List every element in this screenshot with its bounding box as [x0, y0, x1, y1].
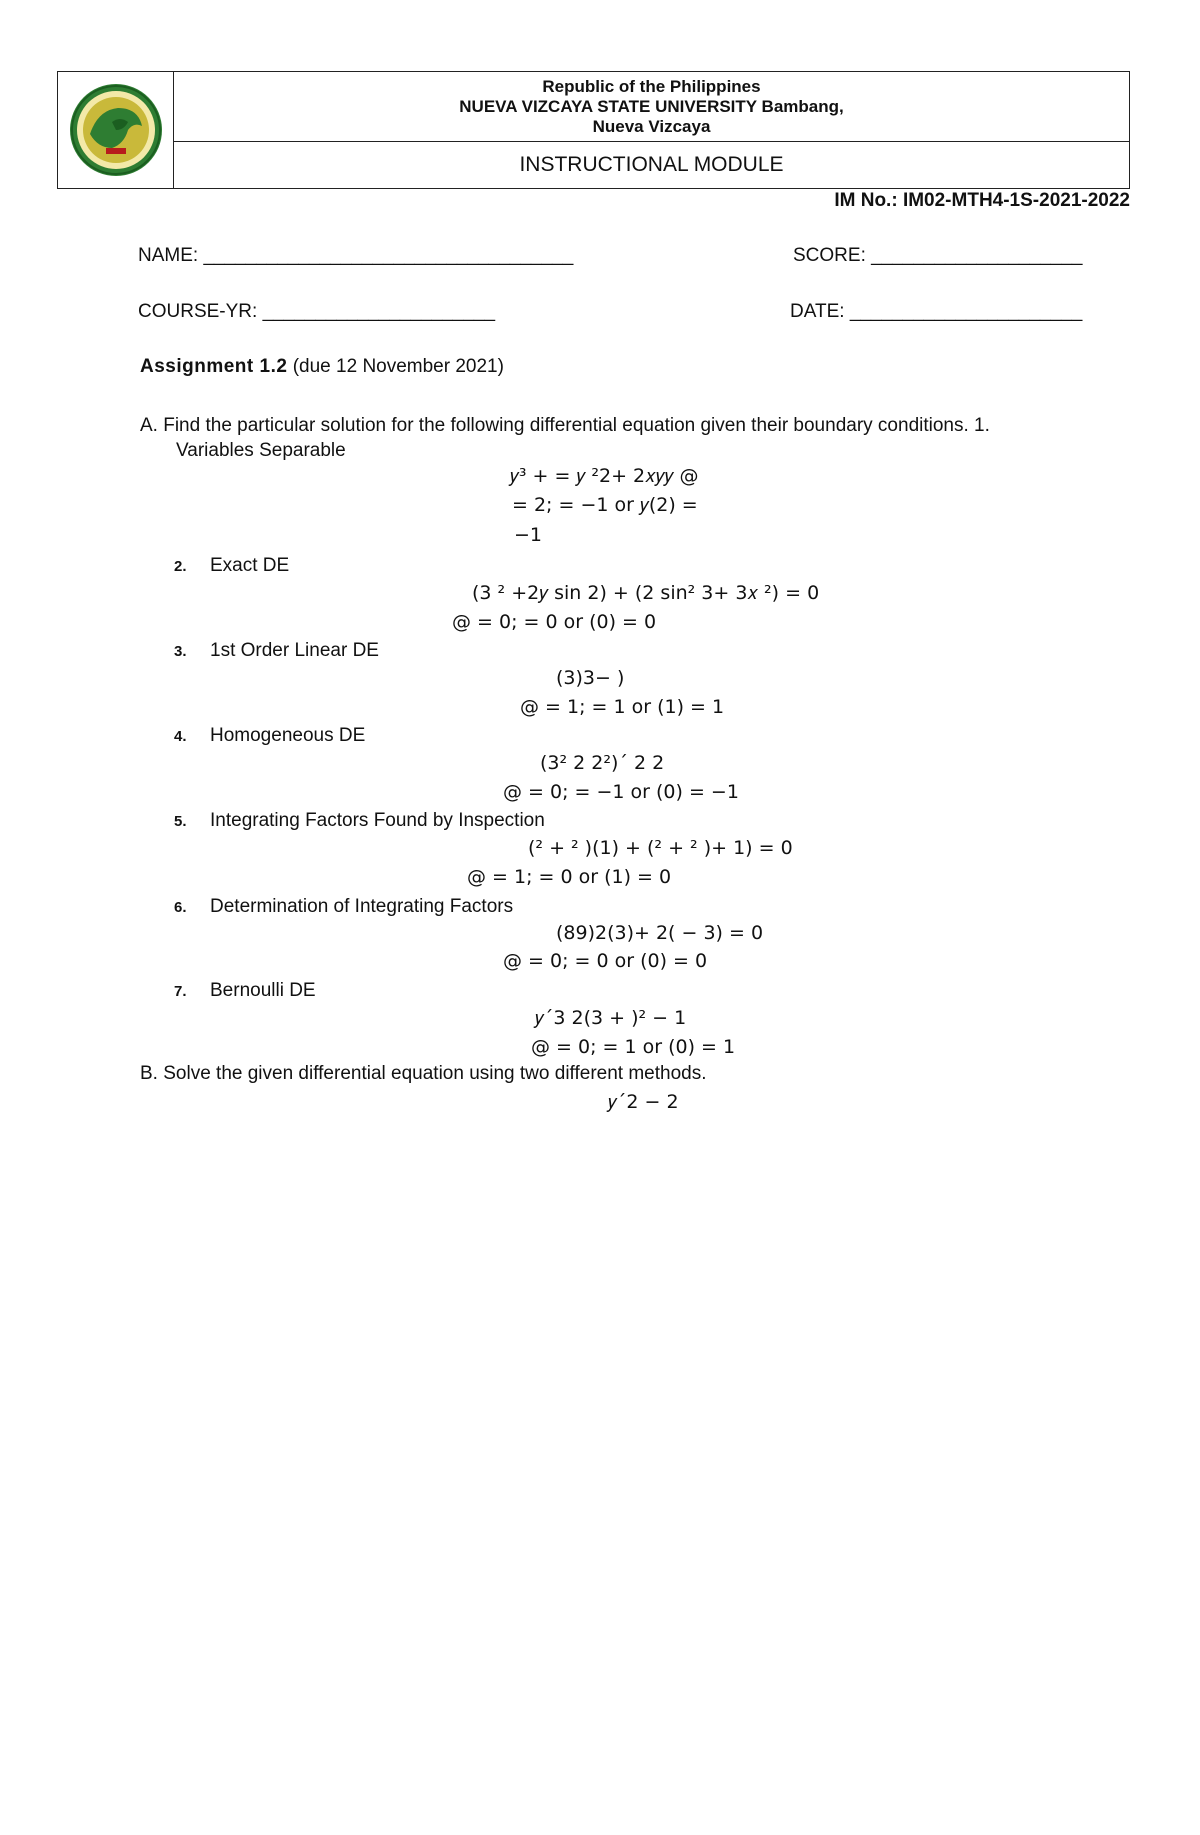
- list-item: [174, 725, 365, 747]
- part-a-instruction: [140, 413, 1130, 463]
- exact-equation: (3 ² +2𝑦 sin 2) + (2 sin² 3+ 3𝑥 ²) = 0: [472, 582, 820, 604]
- assignment-title: Assignment 1.2: [140, 356, 288, 377]
- part-b-instruction: B. Solve the given differential equation using two different methods.: [140, 1063, 707, 1084]
- item-number: 7.: [174, 983, 187, 1000]
- assignment-heading: [140, 356, 504, 378]
- homogeneous-equation: (3² 2 2²)´ 2 2: [540, 752, 665, 774]
- part-a-line-2: Variables Separable: [176, 440, 346, 461]
- vs-boundary-cont: −1: [514, 524, 543, 546]
- item-label: Integrating Factors Found by Inspection: [210, 810, 545, 831]
- list-item: [174, 896, 513, 918]
- course-field[interactable]: COURSE-YR: ______________________: [138, 301, 496, 322]
- item-label: Homogeneous DE: [210, 725, 366, 746]
- item-label: Bernoulli DE: [210, 980, 316, 1001]
- header-institution: [174, 72, 1129, 142]
- logo-cell: [58, 72, 174, 188]
- module-header: [57, 71, 1130, 189]
- score-field[interactable]: SCORE: ____________________: [793, 245, 1083, 266]
- part-b-equation: 𝑦´2 − 2: [608, 1091, 679, 1113]
- vs-equation: 𝑦³ + = 𝑦 ²2+ 2𝑥𝑦𝑦 @: [510, 465, 699, 487]
- vs-boundary: = 2; = −1 or 𝑦(2) =: [512, 494, 698, 516]
- list-item: [174, 810, 545, 832]
- bernoulli-boundary: @ = 0; = 1 or (0) = 1: [531, 1036, 736, 1058]
- inspection-equation: (² + ² )(1) + (² + ² )+ 1) = 0: [528, 837, 793, 859]
- item-number: 3.: [174, 643, 187, 660]
- bernoulli-equation: 𝑦´3 2(3 + )² − 1: [535, 1007, 687, 1029]
- university-seal-icon: [68, 82, 164, 178]
- assignment-due: (due 12 November 2021): [292, 356, 504, 377]
- item-number: 2.: [174, 558, 187, 575]
- part-a-line-1: A. Find the particular solution for the following differential equation given their boundary conditions. 1.: [140, 415, 990, 436]
- header-line-3: Nueva Vizcaya: [592, 117, 711, 136]
- name-field[interactable]: NAME: ___________________________________: [138, 245, 574, 266]
- list-item: [174, 980, 316, 1002]
- item-label: Determination of Integrating Factors: [210, 896, 514, 917]
- inspection-boundary: @ = 1; = 0 or (1) = 0: [467, 866, 672, 888]
- header-line-1: Republic of the Philippines: [542, 77, 761, 96]
- item-number: 6.: [174, 899, 187, 916]
- date-field[interactable]: DATE: ______________________: [790, 301, 1083, 322]
- linear-equation: (3)3− ): [556, 667, 625, 689]
- header-line-2: NUEVA VIZCAYA STATE UNIVERSITY Bambang,: [459, 97, 844, 116]
- module-title: INSTRUCTIONAL MODULE: [519, 153, 784, 176]
- item-number: 4.: [174, 728, 187, 745]
- linear-boundary: @ = 1; = 1 or (1) = 1: [520, 696, 725, 718]
- item-label: Exact DE: [210, 555, 290, 576]
- integrating-factor-boundary: @ = 0; = 0 or (0) = 0: [503, 950, 708, 972]
- list-item: [174, 555, 289, 577]
- item-label: 1st Order Linear DE: [210, 640, 379, 661]
- integrating-factor-equation: (89)2(3)+ 2( − 3) = 0: [556, 922, 764, 944]
- im-number: IM No.: IM02-MTH4-1S-2021-2022: [834, 190, 1130, 211]
- exact-boundary: @ = 0; = 0 or (0) = 0: [452, 611, 657, 633]
- homogeneous-boundary: @ = 0; = −1 or (0) = −1: [503, 781, 739, 803]
- list-item: [174, 640, 379, 662]
- item-number: 5.: [174, 813, 187, 830]
